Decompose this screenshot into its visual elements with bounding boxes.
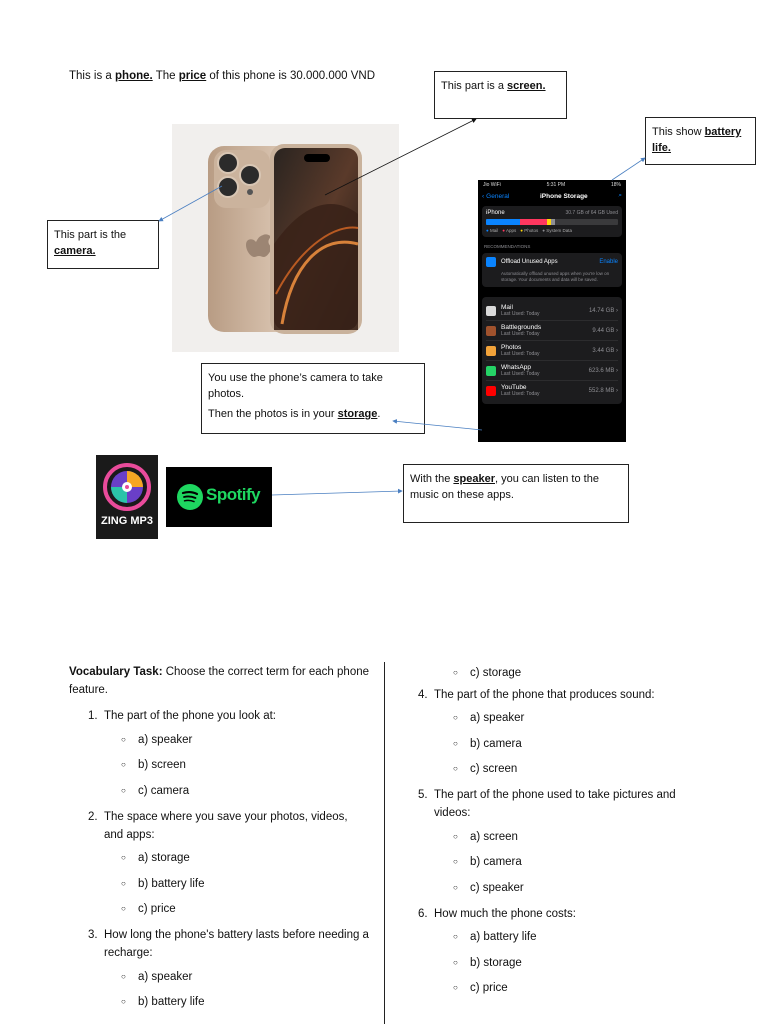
legend-item: ● System Data [542,228,572,233]
arrow-to-battery [612,158,645,180]
battery-percent: 18% [610,182,621,188]
term-screen: screen. [507,80,546,92]
rec-title: Offload Unused Apps [501,259,558,265]
option[interactable]: ○ a) battery life [453,931,537,944]
option[interactable]: ○ b) battery life [121,996,205,1009]
section-header: RECOMMENDATIONS [484,244,531,249]
term-battery-life: battery life. [652,126,742,154]
used-text: 30.7 GB of 64 GB Used [565,210,618,216]
app-size: 14.74 GB [588,307,615,314]
app-size: 623.6 MB [588,367,615,374]
callout-camera: This part is the camera. [47,220,159,269]
question-1: 1. The part of the phone you look at: [88,710,276,722]
option[interactable]: ○ a) speaker [453,712,525,725]
intro-text: This is a [69,70,116,82]
zing-mp3-text: ZING MP3 [101,515,153,527]
carrier-text: Jio WiFi [483,182,501,188]
clock-text: 5:31 PM [546,182,566,188]
option[interactable]: ○ b) camera [453,856,522,869]
nav-title: iPhone Storage [539,192,588,200]
term-storage: storage [337,408,378,420]
column-divider [384,662,385,1024]
callout-screen: This part is a screen. [434,71,567,119]
rec-description: Automatically offload unused apps when you're low on storage. Your documents and data will be saved. [501,271,610,282]
app-row[interactable]: Mail Last Used: Today 14.74 GB › [486,301,618,321]
intro-text: of this phone is 30.000.000 VND [206,70,375,82]
vocab-task-left [69,663,369,1015]
device-name: iPhone [486,210,505,216]
option[interactable]: ○ a) speaker [121,733,193,746]
intro-text: The [152,70,179,82]
question-3: 3. How long the phone's battery lasts before needing a recharge: [88,929,369,959]
arrow-to-storage [393,421,482,430]
callout-battery: This show battery life. [645,117,756,165]
option[interactable]: ○ b) battery life [121,877,205,890]
option[interactable]: ○ c) speaker [453,881,524,894]
app-size: 552.8 MB [588,387,615,394]
option[interactable]: ○ a) storage [121,852,190,865]
app-row[interactable]: WhatsApp Last Used: Today 623.6 MB › [486,361,618,381]
option[interactable]: ○ b) storage [453,956,522,969]
question-2: 2. The space where you save your photos, videos, and apps: [88,810,348,841]
app-size: 9.44 GB [592,327,615,334]
callout-speaker: With the speaker, you can listen to the music on these apps. [403,464,629,523]
question-4: 4. The part of the phone that produces sound: [418,688,655,701]
app-row[interactable]: Photos Last Used: Today 3.44 GB › [486,341,618,361]
legend-item: ● Apps [502,228,517,233]
spotify-text: Spotify [206,485,261,504]
back-link: General [486,192,510,200]
term-price: price [178,70,207,82]
arrow-to-screen [325,119,476,195]
legend-item: ● Mail [486,228,499,233]
enable-button[interactable]: Enable [599,259,618,265]
option[interactable]: ○ c) screen [453,763,518,776]
app-row[interactable]: Battlegrounds Last Used: Today 9.44 GB › [486,321,618,341]
callout-storage: You use the phone’s camera to take photos. Then the photos is in your storage. [201,363,425,434]
option[interactable]: ○ c) camera [121,784,190,797]
option[interactable]: ○ a) screen [453,830,518,843]
option[interactable]: ○ c) price [121,903,176,916]
option[interactable]: ○ a) speaker [121,970,193,983]
term-phone: phone. [115,70,153,82]
legend-item: ● Photos [520,228,539,233]
app-size: 3.44 GB [592,347,615,354]
app-row[interactable]: YouTube Last Used: Today 552.8 MB › [486,381,618,400]
back-chevron-icon: ‹ [482,192,485,200]
question-5: 5. The part of the phone used to take pictures and videos: [418,789,676,819]
term-camera: camera. [54,245,96,257]
vocab-task-right [418,660,718,1001]
option[interactable]: ○ c) storage [453,666,522,679]
search-icon: ⌕ [618,192,622,199]
arrow-to-speaker [272,491,402,495]
option[interactable]: ○ b) camera [453,737,522,750]
option[interactable]: ○ c) price [453,982,508,995]
term-speaker: speaker [453,473,495,485]
arrow-to-camera [159,186,222,221]
question-6: 6. How much the phone costs: [418,907,576,920]
task-intro: Vocabulary Task: Choose the correct term for each phone feature. [69,666,370,696]
option[interactable]: ○ b) screen [121,759,186,772]
